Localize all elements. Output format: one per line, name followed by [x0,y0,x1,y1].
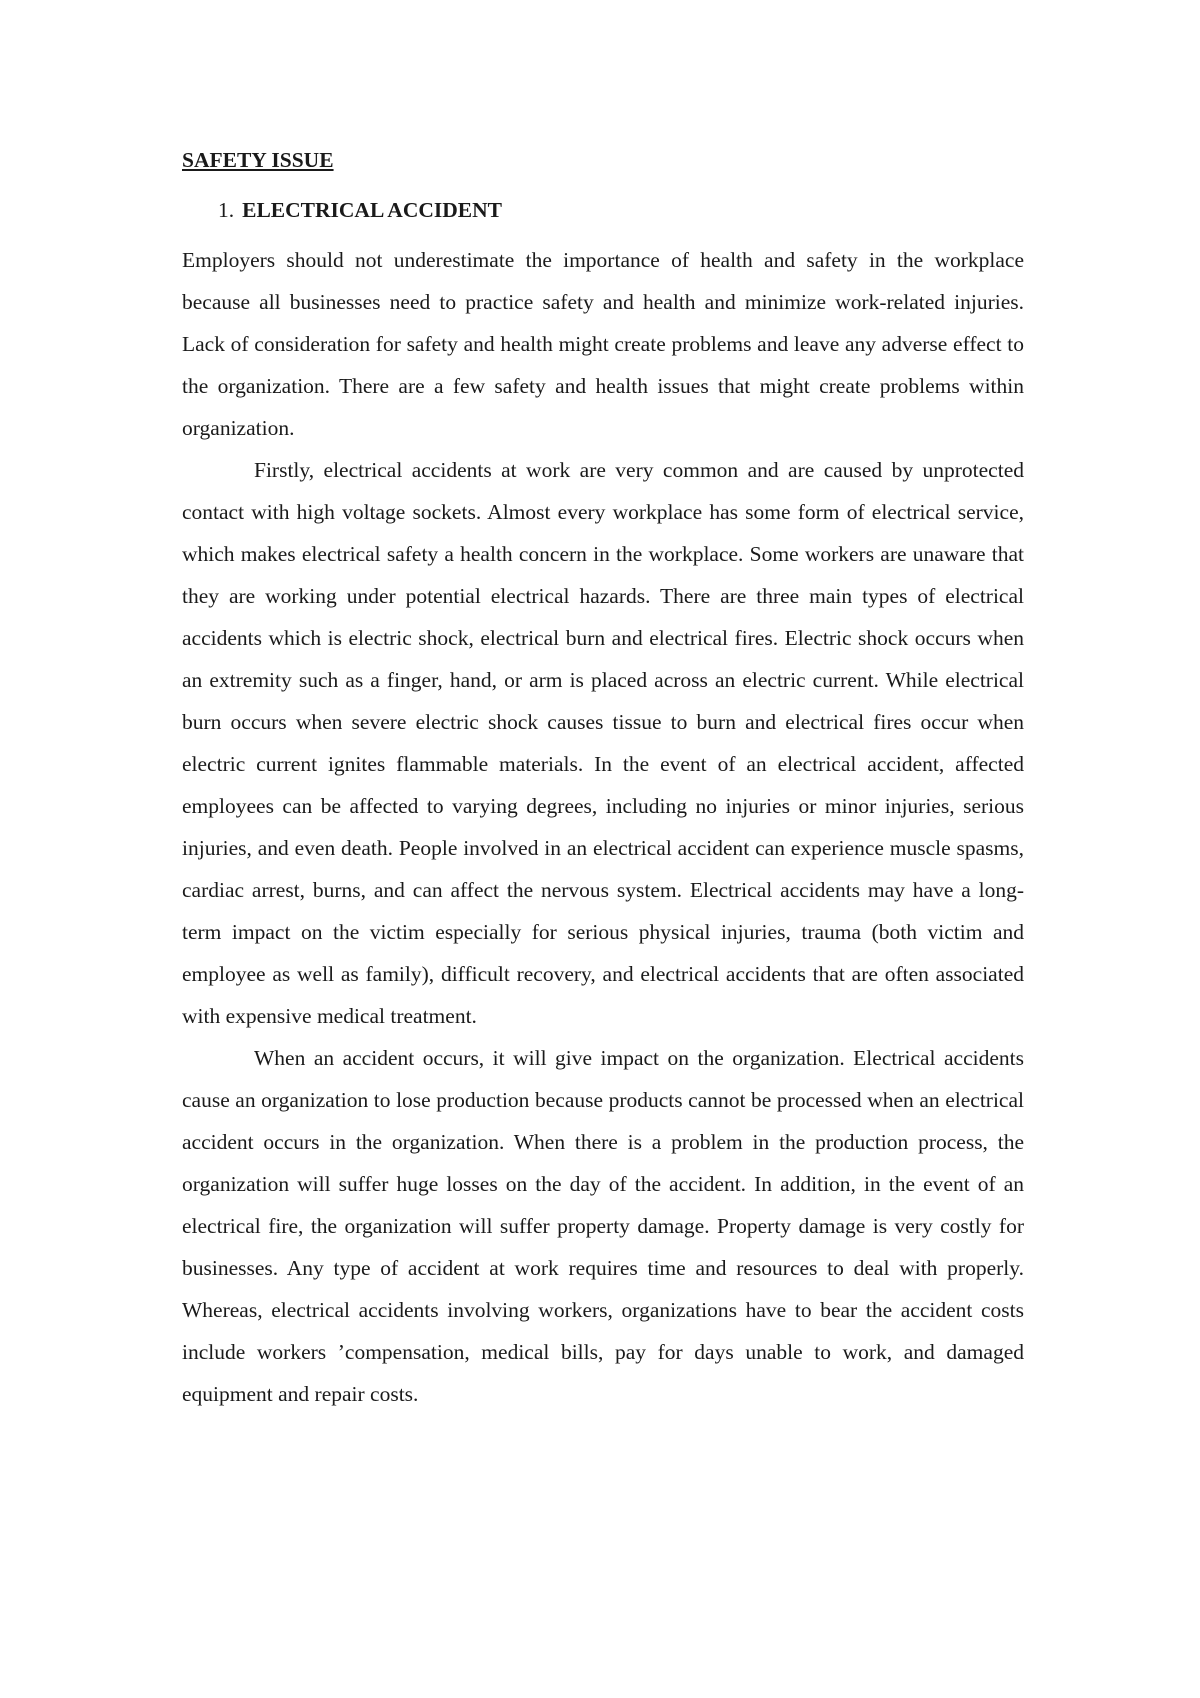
paragraph-electrical-accidents: Firstly, electrical accidents at work are very common and are caused by unprotected contact with high voltage sockets. Almost every workplace has some form of electrical service, which makes electrical safety a health concern in the workplace. Some workers are unaware that they are working under potential electrical hazards. There are three main types of electrical accidents which is electric shock, electrical burn and electrical fires. Electric shock occurs when an extremity such as a finger, hand, or arm is placed across an electric current. While electrical burn occurs when severe electric shock causes tissue to burn and electrical fires occur when electric current ignites flammable materials. In the event of an electrical accident, affected employees can be affected to varying degrees, including no injuries or minor injuries, serious injuries, and even death. People involved in an electrical accident can experience muscle spasms, cardiac arrest, burns, and can affect the nervous system. Electrical accidents may have a long-term impact on the victim especially for serious physical injuries, trauma (both victim and employee as well as family), difficult recovery, and electrical accidents that are often associated with expensive medical treatment. [182,458,1024,1028]
paragraph-organizational-impact: When an accident occurs, it will give impact on the organization. Electrical accidents cause an organization to lose production because products cannot be processed when an electrical accident occurs in the organization. When there is a problem in the production process, the organization will suffer huge losses on the day of the accident. In addition, in the event of an electrical fire, the organization will suffer property damage. Property damage is very costly for businesses. Any type of accident at work requires time and resources to deal with properly. Whereas, electrical accidents involving workers, organizations have to bear the accident costs include workers ’compensation, medical bills, pay for days unable to work, and damaged equipment and repair costs. [182,1046,1024,1406]
section-heading [182,196,1024,224]
document-body [182,146,1024,1415]
document-title: SAFETY ISSUE [182,148,334,172]
paragraph-intro: Employers should not underestimate the importance of health and safety in the workplace because all businesses need to practice safety and health and minimize work-related injuries. Lack of consideration for safety and health might create problems and leave any adverse effect to the organization. There are a few safety and health issues that might create problems within organization. [182,248,1024,440]
section-title: ELECTRICAL ACCIDENT [242,198,502,222]
section-number: 1. [218,198,235,222]
